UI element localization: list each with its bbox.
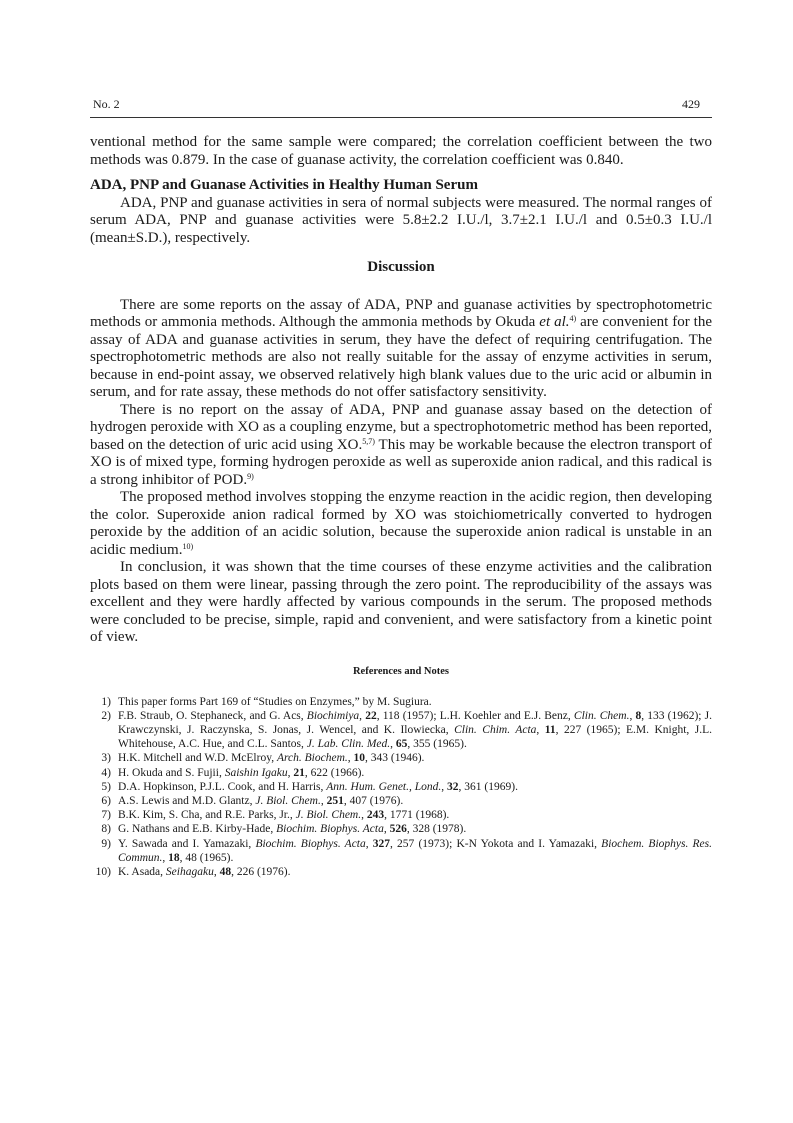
running-header	[90, 97, 712, 113]
reference-run: , 48 (1965).	[179, 851, 234, 864]
text-run: This may be workable because the electron transport of XO is of mixed type, forming hydrogen peroxide as well as superoxide anion radical, and this radical is a strong inhibitor of POD.	[90, 436, 713, 488]
text-run: There is no report on the assay of ADA, PNP and guanase assay based on the detection of hydrogen peroxide with XO as a coupling enzyme, but a spectrophotometric method has been reported, based on the detection of uric acid using XO.	[90, 401, 712, 453]
reference-item	[90, 822, 712, 836]
reference-number: 2)	[101, 709, 111, 722]
discussion-paragraph-4: In conclusion, it was shown that the time courses of these enzyme activities and the calibration plots based on them were linear, passing through the zero point. The reproducibility of the assays was excellent and they were hardly affected by various compounds in the serum. The proposed methods were concluded to be precise, simple, rapid and convenient, and were satisfactory from a kinetic point of view.	[90, 559, 712, 645]
discussion-paragraph-1	[90, 297, 712, 402]
volume-number: 22	[365, 709, 377, 722]
volume-number: 21	[293, 766, 305, 779]
reference-run: , 622 (1966).	[304, 766, 365, 779]
reference-run: ,	[390, 738, 396, 751]
reference-run: , 118 (1957); L.H. Koehler and E.J. Benz,	[376, 709, 574, 722]
reference-run: , 328 (1978).	[406, 823, 467, 836]
discussion-heading: Discussion	[367, 259, 435, 275]
journal-title: Biochim. Biophys. Acta	[276, 823, 384, 836]
reference-item	[90, 780, 712, 794]
journal-title: Biochim. Biophys. Acta	[255, 837, 366, 850]
discussion-paragraph-3	[90, 489, 712, 559]
references-heading: References and Notes	[352, 665, 450, 677]
text-run: are convenient for the assay of ADA and guanase activities in serum, they have the defect of requiring centrifugation. The spectrophotometric methods are also not really suitable for the assay of enzyme activities in serum, because in end-point assay, we observed relatively high blank values due to the uric acid or albumin in serum, and for rate assay, these methods do not offer satisfactory sensitivity.	[90, 314, 713, 400]
volume-number: 251	[326, 794, 344, 807]
journal-title: J. Biol. Chem.	[295, 809, 362, 822]
reference-run: , 257 (1973); K-N Yokota and I. Yamazaki,	[390, 837, 602, 850]
journal-number: No. 2	[93, 97, 120, 111]
journal-title: Seihagaku	[165, 865, 214, 878]
reference-text	[111, 695, 712, 709]
header-rule	[90, 117, 712, 118]
reference-run: , 343 (1946).	[365, 752, 425, 765]
reference-number: 6)	[101, 794, 111, 807]
volume-number: 32	[447, 780, 459, 793]
reference-run: ,	[320, 794, 327, 807]
reference-list	[90, 695, 712, 880]
journal-title: Biochem. Biophys. Res. Commun.	[118, 837, 712, 864]
journal-title: J. Biol. Chem.	[255, 794, 321, 807]
reference-item	[90, 751, 712, 765]
volume-number: 526	[389, 823, 407, 836]
reference-run: , 133 (1962); J. Krawczynski, J. Raczynska, S. Jonas, J. Wencel, and K. Ilowiecka,	[118, 709, 713, 736]
reference-run: ,	[441, 780, 448, 793]
reference-run: H. Okuda and S. Fujii,	[118, 766, 225, 779]
continuation-paragraph: ventional method for the same sample were compared; the correlation coefficient between the two methods was 0.879. In the case of guanase activity, the correlation coefficient was 0.840.	[90, 134, 712, 168]
reference-run: F.B. Straub, O. Stephaneck, and G. Acs,	[118, 709, 307, 722]
reference-run: , 407 (1976).	[343, 794, 404, 807]
reference-text	[111, 808, 712, 822]
reference-run: ,	[287, 766, 294, 779]
page-number: 429	[682, 97, 700, 111]
reference-run: ,	[365, 837, 373, 850]
volume-number: 327	[372, 837, 391, 850]
reference-run: ,	[383, 823, 390, 836]
journal-title: Saishin Igaku	[224, 766, 288, 779]
reference-text	[111, 709, 712, 752]
journal-title: Biochimiya	[306, 709, 360, 722]
reference-item	[90, 837, 712, 865]
volume-number: 18	[168, 851, 180, 864]
reference-number: 4)	[101, 766, 111, 779]
section-paragraph: ADA, PNP and guanase activities in sera of normal subjects were measured. The normal ranges of serum ADA, PNP and guanase activities were 5.8±2.2 I.U./l, 3.7±2.1 I.U./l and 0.5±0.3 I.U./l (mean±S.D.), respectively.	[90, 194, 712, 246]
reference-text	[111, 751, 712, 765]
volume-number: 65	[395, 738, 408, 751]
reference-item	[90, 695, 712, 709]
volume-number: 243	[366, 809, 385, 822]
text-run: There are some reports on the assay of ADA, PNP and guanase activities by spectrophotometric methods or ammonia methods. Although the ammonia methods by Okuda	[90, 296, 712, 330]
volume-number: 11	[544, 723, 556, 736]
reference-run: ,	[361, 809, 367, 822]
discussion-paragraph-2	[90, 402, 712, 490]
reference-text	[111, 837, 712, 865]
reference-run: ,	[162, 851, 169, 864]
reference-number: 5)	[101, 780, 111, 793]
reference-item	[90, 766, 712, 780]
reference-run: ,	[213, 865, 220, 878]
reference-run: , 227 (1965); E.M. Knight, J.L. Whitehouse, A.C. Hue, and C.L. Santos,	[118, 723, 712, 751]
reference-text	[111, 766, 712, 780]
reference-run: This paper forms Part 169 of “Studies on Enzymes,” by M. Sugiura.	[118, 695, 432, 708]
volume-number: 10	[353, 752, 366, 765]
body-text	[90, 134, 712, 879]
journal-title: Arch. Biochem.	[276, 752, 348, 765]
reference-run: G. Nathans and E.B. Kirby-Hade,	[118, 823, 277, 836]
volume-number: 48	[219, 865, 232, 878]
reference-run: B.K. Kim, S. Cha, and R.E. Parks, Jr.,	[118, 809, 296, 822]
reference-run: , 355 (1965).	[407, 738, 467, 751]
reference-number: 8)	[101, 823, 111, 836]
reference-run: A.S. Lewis and M.D. Glantz,	[118, 794, 256, 807]
reference-item	[90, 709, 712, 752]
journal-title: Clin. Chim. Acta	[454, 723, 537, 736]
section-heading: ADA, PNP and Guanase Activities in Healthy Human Serum	[90, 177, 478, 193]
journal-title: Clin. Chem.	[573, 709, 630, 722]
reference-item	[90, 808, 712, 822]
volume-number: 8	[635, 709, 642, 722]
reference-number: 10)	[95, 865, 111, 878]
reference-run: ,	[536, 723, 545, 736]
reference-text	[111, 865, 712, 879]
reference-number: 9)	[101, 837, 111, 850]
citation-sup: 5,7)	[362, 436, 375, 446]
reference-run: H.K. Mitchell and W.D. McElroy,	[118, 752, 277, 765]
reference-text	[111, 822, 712, 836]
citation-sup: 4)	[569, 314, 577, 323]
reference-run: K. Asada,	[118, 865, 166, 878]
reference-item	[90, 794, 712, 808]
journal-title: J. Lab. Clin. Med.	[306, 738, 391, 751]
reference-number: 7)	[101, 809, 111, 822]
reference-run: ,	[629, 709, 636, 722]
etal-text: et al.	[539, 314, 570, 330]
reference-number: 3)	[101, 752, 111, 765]
reference-run: ,	[347, 752, 354, 765]
text-run: The proposed method involves stopping the enzyme reaction in the acidic region, then developing the color. Superoxide anion radical formed by XO was stoichiometrically converted to hydrogen peroxide by the addition of an acidic solution, because the superoxide anion radical is unstable in an acidic medium.	[90, 489, 712, 558]
reference-run: D.A. Hopkinson, P.J.L. Cook, and H. Harris,	[118, 780, 327, 793]
citation-sup: 9)	[247, 471, 254, 481]
reference-run: , 1771 (1968).	[384, 809, 450, 822]
reference-text	[111, 780, 712, 794]
citation-sup: 10)	[182, 541, 194, 551]
reference-run: ,	[359, 709, 366, 722]
journal-title: Ann. Hum. Genet., Lond.	[326, 780, 442, 793]
reference-number: 1)	[101, 695, 111, 708]
reference-text	[111, 794, 712, 808]
reference-item	[90, 865, 712, 879]
reference-run: Y. Sawada and I. Yamazaki,	[118, 837, 256, 850]
reference-run: , 226 (1976).	[231, 865, 291, 878]
reference-run: , 361 (1969).	[458, 780, 518, 793]
